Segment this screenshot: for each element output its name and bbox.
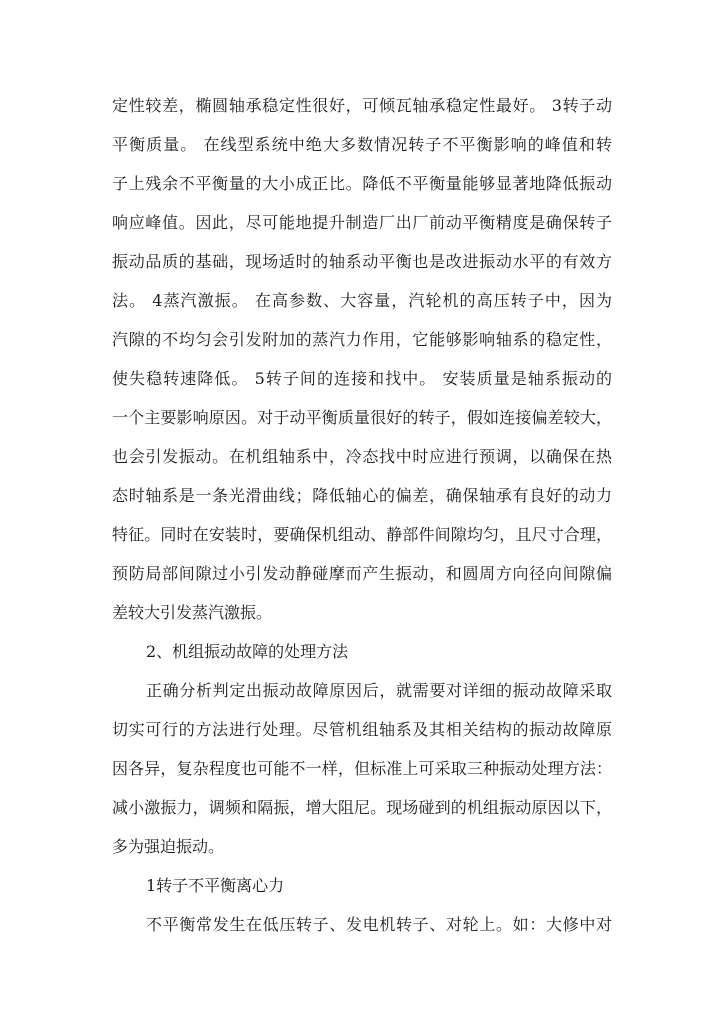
text-line: 减小激振力，调频和隔振，增大阻尼。现场碰到的机组振动原因以下，: [112, 798, 612, 817]
text-line: 态时轴系是一条光滑曲线；降低轴心的偏差，确保轴承有良好的动力: [112, 486, 612, 505]
text-line: 汽隙的不均匀会引发附加的蒸汽力作用，它能够影响轴系的稳定性，: [112, 330, 612, 349]
text-line: 振动品质的基础，现场适时的轴系动平衡也是改进振动水平的有效方: [112, 252, 612, 271]
text-line: 因各异，复杂程度也可能不一样，但标准上可采取三种振动处理方法：: [112, 759, 612, 778]
subsection-heading: 1转子不平衡离心力: [146, 876, 285, 895]
text-line: 使失稳转速降低。 5转子间的连接和找中。 安装质量是轴系振动的: [112, 369, 612, 388]
text-line: 差较大引发蒸汽激振。: [112, 603, 273, 622]
text-line: 法。 4蒸汽激振。 在高参数、大容量，汽轮机的高压转子中，因为: [112, 291, 612, 310]
text-line: 平衡质量。 在线型系统中绝大多数情况转子不平衡影响的峰值和转: [112, 135, 612, 154]
text-line: 不平衡常发生在低压转子、发电机转子、对轮上。如：大修中对: [146, 915, 612, 934]
text-line: 响应峰值。因此，尽可能地提升制造厂出厂前动平衡精度是确保转子: [112, 213, 612, 232]
text-line: 也会引发振动。在机组轴系中，冷态找中时应进行预调，以确保在热: [112, 447, 612, 466]
text-line: 特征。同时在安装时，要确保机组动、静部件间隙均匀，且尺寸合理，: [112, 525, 612, 544]
text-line: 正确分析判定出振动故障原因后，就需要对详细的振动故障采取: [146, 681, 612, 700]
text-line: 一个主要影响原因。对于动平衡质量很好的转子，假如连接偏差较大，: [112, 408, 612, 427]
text-line: 切实可行的方法进行处理。尽管机组轴系及其相关结构的振动故障原: [112, 720, 612, 739]
text-line: 多为强迫振动。: [112, 837, 225, 856]
section-heading: 2、机组振动故障的处理方法: [146, 642, 349, 661]
text-line: 预防局部间隙过小引发动静碰摩而产生振动，和圆周方向径向间隙偏: [112, 564, 612, 583]
text-line: 子上残余不平衡量的大小成正比。降低不平衡量能够显著地降低振动: [112, 174, 612, 193]
text-line: 定性较差，椭圆轴承稳定性很好，可倾瓦轴承稳定性最好。 3转子动: [112, 96, 612, 115]
